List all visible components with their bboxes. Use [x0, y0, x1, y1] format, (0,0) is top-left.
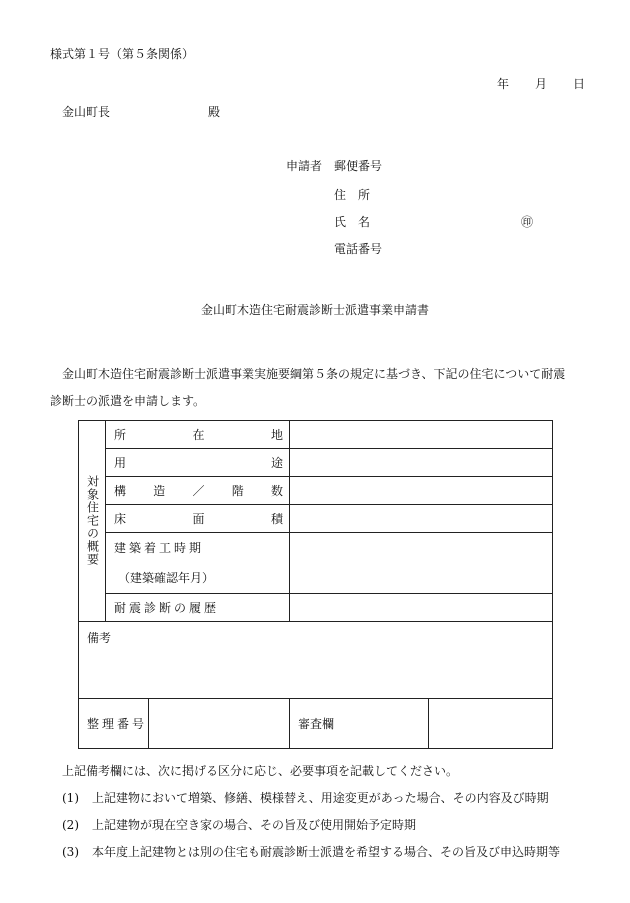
address-label: 住 所 — [334, 188, 371, 202]
usage-value[interactable] — [290, 449, 553, 477]
serial-number-value[interactable] — [149, 699, 290, 749]
body-line-2: 診断士の派遣を申請します。 — [50, 394, 206, 408]
seal-mark: ㊞ — [521, 215, 534, 229]
floor-area-label-cell — [106, 505, 290, 533]
location-label: 所 在 地 — [114, 427, 283, 442]
structure-label-cell — [106, 477, 290, 505]
usage-label: 用 途 — [114, 455, 283, 470]
serial-number-label: 整理番号 — [79, 699, 149, 749]
diagnosis-history-value[interactable] — [290, 594, 553, 622]
construction-start-label-cell — [106, 533, 290, 594]
group-label-cell — [79, 421, 106, 622]
usage-label-cell — [106, 449, 290, 477]
structure-label: 構 造 ／ 階 数 — [114, 483, 283, 498]
note-1-number: (1) — [62, 791, 79, 805]
name-label: 氏 名 — [334, 215, 371, 229]
location-label-cell — [106, 421, 290, 449]
notes-intro: 上記備考欄には、次に掲げる区分に応じ、必要事項を記載してください。 — [62, 764, 459, 778]
construction-start-label: 建築着工時期 — [114, 541, 205, 555]
addressee-name: 金山町長 — [62, 105, 111, 119]
note-2-number: (2) — [62, 818, 79, 832]
construction-start-value[interactable] — [290, 533, 553, 594]
location-value[interactable] — [290, 421, 553, 449]
group-label: 対象住宅の概要 — [85, 474, 100, 566]
remarks-label: 備考 — [87, 631, 112, 645]
note-1-text: 上記建物において増築、修繕、模様替え、用途変更があった場合、その内容及び時期 — [92, 791, 549, 805]
note-3-number: (3) — [62, 845, 79, 859]
review-label: 審査欄 — [290, 699, 429, 749]
form-number: 様式第１号（第５条関係） — [50, 47, 195, 61]
applicant-label: 申請者 — [286, 159, 323, 173]
construction-start-sublabel: （建築確認年月） — [118, 571, 215, 585]
body-line-1: 金山町木造住宅耐震診断士派遣事業実施要綱第５条の規定に基づき、下記の住宅について耐震 — [62, 367, 566, 381]
review-value[interactable] — [429, 699, 553, 749]
date-day: 日 — [573, 77, 586, 91]
floor-area-value[interactable] — [290, 505, 553, 533]
postal-code-label: 郵便番号 — [334, 159, 383, 173]
date-year: 年 — [497, 77, 510, 91]
phone-label: 電話番号 — [334, 242, 383, 256]
date-month: 月 — [535, 77, 548, 91]
remarks-field[interactable] — [79, 622, 553, 699]
application-table — [78, 420, 553, 749]
diagnosis-history-label: 耐震診断の履歴 — [106, 594, 290, 622]
addressee-suffix: 殿 — [208, 105, 221, 119]
note-2-text: 上記建物が現在空き家の場合、その旨及び使用開始予定時期 — [92, 818, 417, 832]
note-3-text: 本年度上記建物とは別の住宅も耐震診断士派遣を希望する場合、その旨及び申込時期等 — [92, 845, 561, 859]
document-title: 金山町木造住宅耐震診断士派遣事業申請書 — [200, 303, 429, 317]
floor-area-label: 床 面 積 — [114, 511, 283, 526]
structure-value[interactable] — [290, 477, 553, 505]
